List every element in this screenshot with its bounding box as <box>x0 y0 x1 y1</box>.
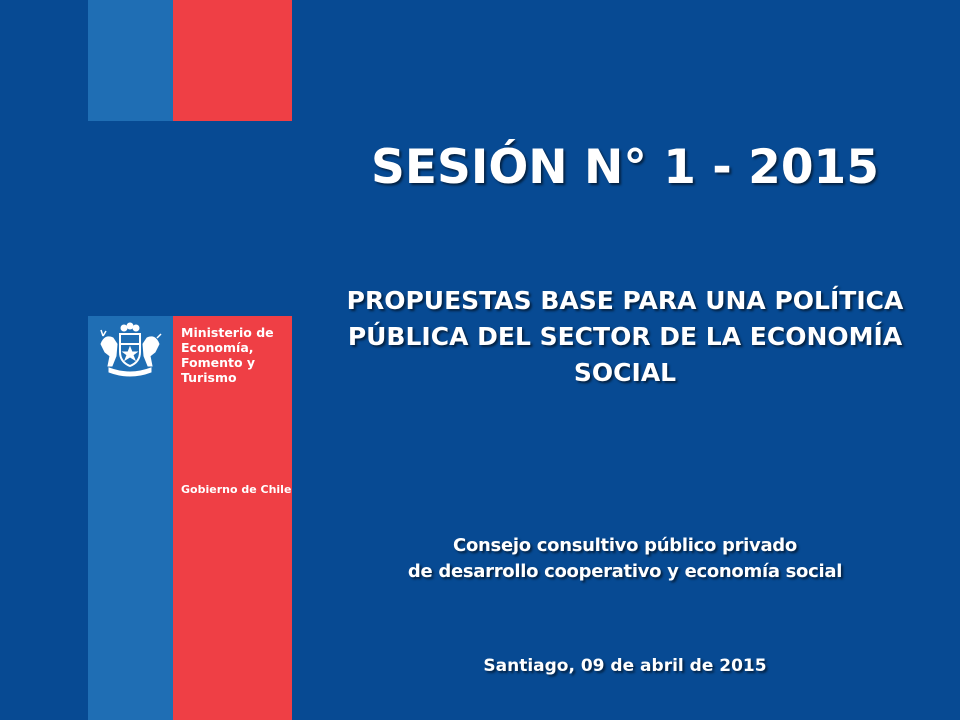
ministry-line: Ministerio de <box>181 325 274 340</box>
subtitle-line: PROPUESTAS BASE PARA UNA POLÍTICA <box>346 286 904 315</box>
ministry-name <box>181 325 289 385</box>
council-line: de desarrollo cooperativo y economía social <box>407 561 843 582</box>
flag-blue-bar-top <box>88 0 173 121</box>
council-name <box>300 533 950 585</box>
ministry-line: Turismo <box>181 370 237 385</box>
ministry-line: Economía, <box>181 340 254 355</box>
coat-of-arms-icon <box>95 322 165 380</box>
subtitle-line: SOCIAL <box>573 358 677 387</box>
slide-subtitle <box>300 283 950 391</box>
subtitle-line: PÚBLICA DEL SECTOR DE LA ECONOMÍA <box>347 322 903 351</box>
date-location: Santiago, 09 de abril de 2015 <box>483 656 767 676</box>
government-label: Gobierno de Chile <box>181 483 292 496</box>
ministry-line: Fomento y <box>181 355 256 370</box>
flag-red-bar-top <box>173 0 292 121</box>
slide-title: SESIÓN N° 1 - 2015 <box>371 140 879 195</box>
council-line: Consejo consultivo público privado <box>453 535 797 556</box>
